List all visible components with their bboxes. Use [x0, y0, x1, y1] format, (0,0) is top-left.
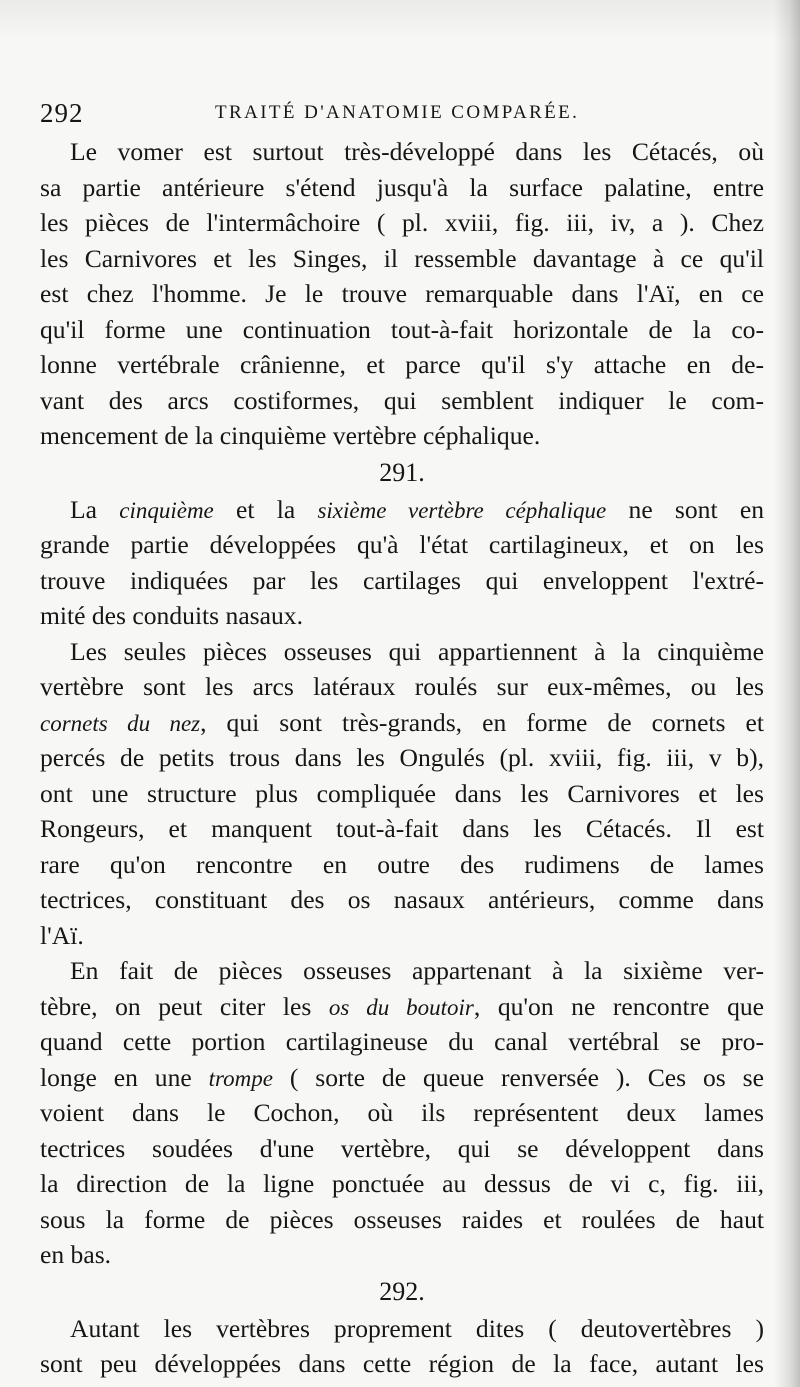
text-line: les pièces de l'intermâchoire ( pl. xviii, fig. iii, iv, a ). Chez	[40, 208, 764, 237]
italic-term: os du boutoir	[328, 994, 474, 1020]
text-line: qu'il forme une continuation tout-à-fait horizontale de la co-	[40, 314, 764, 344]
text-line: vertèbre sont les arcs latéraux roulés sur eux-mêmes, ou les	[40, 672, 764, 701]
page-body	[40, 134, 764, 1382]
text-line	[40, 492, 764, 528]
page-top-shading	[0, 0, 800, 40]
text-line: est chez l'homme. Je le trouve remarquable dans l'Aï, en ce	[40, 279, 764, 308]
paragraph	[40, 492, 764, 634]
text-line: lonne vertébrale crânienne, et parce qu'il s'y attache en de-	[40, 350, 764, 379]
running-header	[40, 98, 760, 132]
text-line: l'Aï.	[40, 920, 84, 950]
text-run: et la	[213, 494, 318, 524]
running-title: TRAITÉ D'ANATOMIE COMPARÉE.	[215, 102, 580, 123]
text-run: ne sont en	[606, 494, 764, 524]
page-number: 292	[40, 98, 84, 128]
text-line: grande partie développées qu'à l'état cartilagineux, et on les	[40, 530, 764, 559]
italic-term: cinquième	[119, 497, 214, 523]
text-line: voient dans le Cochon, où ils représentent deux lames	[40, 1098, 764, 1127]
text-run: tèbre, on peut citer les	[40, 991, 329, 1021]
text-run: La	[70, 494, 120, 524]
text-run: longe en une	[40, 1062, 209, 1092]
text-line: sous la forme de pièces osseuses raides et roulées de haut	[40, 1204, 764, 1234]
paragraph	[40, 953, 764, 1273]
text-line	[40, 1060, 764, 1096]
text-line: trouve indiquées par les cartilages qui enveloppent l'extré-	[40, 565, 764, 595]
text-line: rare qu'on rencontre en outre des rudimens de lames	[40, 849, 764, 879]
text-run: , qu'on ne rencontre que	[473, 991, 765, 1021]
paragraph	[40, 1311, 764, 1382]
text-line: en bas.	[40, 1240, 112, 1269]
text-run: ( sorte de queue renversée ). Ces os se	[272, 1062, 764, 1092]
text-line: Rongeurs, et manquent tout-à-fait dans les Cétacés. Il est	[40, 814, 764, 843]
text-line	[40, 989, 764, 1025]
text-run: , qui sont très-grands, en forme de cornets et	[200, 707, 764, 737]
text-line: tectrices soudées d'une vertèbre, qui se développent dans	[40, 1133, 764, 1163]
text-line: sont peu développées dans cette région de la face, autant les	[40, 1349, 764, 1378]
text-line: mité des conduits nasaux.	[40, 601, 303, 630]
section-number: 291.	[379, 457, 425, 487]
text-line: vant des arcs costiformes, qui semblent indiquer le com-	[40, 385, 764, 415]
paragraph	[40, 134, 764, 454]
paragraph	[40, 634, 764, 954]
text-line: Les seules pièces osseuses qui appartiennent à la cinquième	[70, 636, 764, 666]
text-line: En fait de pièces osseuses appartenant à la sixième ver-	[70, 956, 764, 985]
italic-term: sixième vertèbre céphalique	[317, 497, 607, 523]
text-line: Autant les vertèbres proprement dites ( deutovertèbres )	[70, 1313, 764, 1343]
text-line: la direction de la ligne ponctuée au dessus de vi c, fig. iii,	[40, 1169, 764, 1198]
text-line: sa partie antérieure s'étend jusqu'à la surface palatine, entre	[40, 172, 764, 202]
text-line	[40, 705, 764, 741]
text-line: Le vomer est surtout très-développé dans les Cétacés, où	[70, 137, 764, 166]
text-line: quand cette portion cartilagineuse du canal vertébral se pro-	[40, 1027, 764, 1056]
text-line: ont une structure plus compliquée dans les Carnivores et les	[40, 778, 764, 808]
italic-term: cornets du nez	[40, 710, 201, 736]
text-line: tectrices, constituant des os nasaux antérieurs, comme dans	[40, 885, 764, 914]
text-line: mencement de la cinquième vertèbre céphalique.	[40, 421, 541, 450]
text-line: les Carnivores et les Singes, il ressemble davantage à ce qu'il	[40, 243, 764, 273]
section-number: 292.	[379, 1276, 425, 1306]
page-spine-shadow	[774, 0, 800, 1387]
italic-term: trompe	[208, 1065, 273, 1091]
text-line: percés de petits trous dans les Ongulés (pl. xviii, fig. iii, v b),	[40, 743, 764, 772]
